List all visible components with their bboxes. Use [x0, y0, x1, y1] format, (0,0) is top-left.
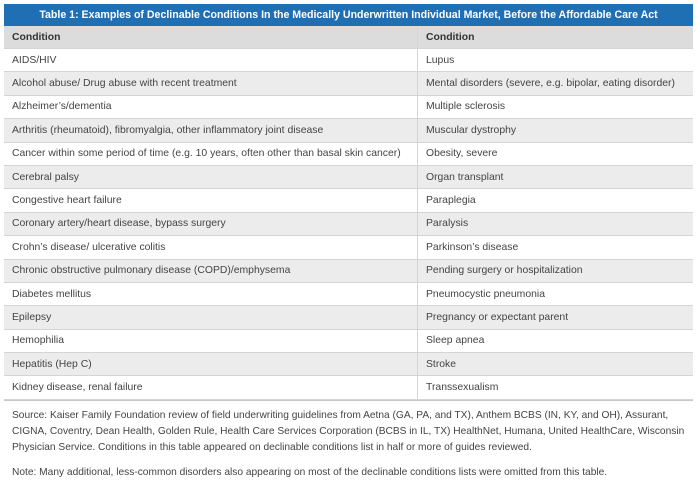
table-row [4, 49, 693, 72]
condition-cell-left: Coronary artery/heart disease, bypass surgery [4, 212, 418, 235]
condition-cell-right: Multiple sclerosis [418, 95, 694, 118]
condition-cell-left: Kidney disease, renal failure [4, 376, 418, 399]
condition-cell-left: Epilepsy [4, 306, 418, 329]
table-row [4, 95, 693, 118]
column-header-left: Condition [4, 26, 418, 49]
table-row [4, 119, 693, 142]
table-row [4, 306, 693, 329]
footnotes [4, 400, 693, 481]
condition-cell-right: Muscular dystrophy [418, 119, 694, 142]
source-note: Source: Kaiser Family Foundation review of field underwriting guidelines from Aetna (GA, PA, and TX), Anthem BCBS (IN, KY, and OH), Assurant, CIGNA, Coventry, Dean Health, Golden Rule, Health Care Services Corporation (BCBS in IL, TX) HealthNet, Humana, United HealthCare, Wisconsin Physician Service. Conditions in this table appeared on declinable conditions list in half or more of guides reviewed. [12, 409, 685, 453]
condition-cell-right: Obesity, severe [418, 142, 694, 165]
condition-cell-left: AIDS/HIV [4, 49, 418, 72]
condition-cell-left: Chronic obstructive pulmonary disease (COPD)/emphysema [4, 259, 418, 282]
condition-cell-left: Diabetes mellitus [4, 282, 418, 305]
condition-cell-left: Congestive heart failure [4, 189, 418, 212]
condition-cell-left: Cancer within some period of time (e.g. 10 years, often other than basal skin cancer) [4, 142, 418, 165]
condition-cell-right: Lupus [418, 49, 694, 72]
condition-cell-right: Pending surgery or hospitalization [418, 259, 694, 282]
declinable-conditions-table-figure [4, 4, 693, 481]
table-row [4, 236, 693, 259]
column-header-right: Condition [418, 26, 694, 49]
condition-cell-right: Paralysis [418, 212, 694, 235]
conditions-table [4, 26, 693, 400]
condition-cell-left: Alcohol abuse/ Drug abuse with recent treatment [4, 72, 418, 95]
condition-cell-right: Parkinson’s disease [418, 236, 694, 259]
condition-cell-right: Mental disorders (severe, e.g. bipolar, eating disorder) [418, 72, 694, 95]
condition-cell-left: Hemophilia [4, 329, 418, 352]
condition-cell-left: Alzheimer’s/dementia [4, 95, 418, 118]
omission-note: Note: Many additional, less-common disorders also appearing on most of the declinable conditions lists were omitted from this table. [12, 466, 608, 478]
condition-cell-left: Hepatitis (Hep C) [4, 353, 418, 376]
table-row [4, 376, 693, 399]
header-row [4, 26, 693, 49]
table-row [4, 142, 693, 165]
table-row [4, 189, 693, 212]
table-row [4, 72, 693, 95]
condition-cell-right: Paraplegia [418, 189, 694, 212]
condition-cell-left: Cerebral palsy [4, 165, 418, 188]
table-row [4, 212, 693, 235]
table-body [4, 26, 693, 399]
condition-cell-right: Pneumocystic pneumonia [418, 282, 694, 305]
table-title: Table 1: Examples of Declinable Conditions In the Medically Underwritten Individual Market, Before the Affordable Care Act [4, 4, 693, 26]
condition-cell-right: Stroke [418, 353, 694, 376]
condition-cell-right: Pregnancy or expectant parent [418, 306, 694, 329]
condition-cell-left: Crohn’s disease/ ulcerative colitis [4, 236, 418, 259]
table-row [4, 165, 693, 188]
table-row [4, 329, 693, 352]
table-row [4, 353, 693, 376]
table-row [4, 282, 693, 305]
condition-cell-right: Organ transplant [418, 165, 694, 188]
table-row [4, 259, 693, 282]
condition-cell-right: Sleep apnea [418, 329, 694, 352]
condition-cell-left: Arthritis (rheumatoid), fibromyalgia, other inflammatory joint disease [4, 119, 418, 142]
condition-cell-right: Transsexualism [418, 376, 694, 399]
